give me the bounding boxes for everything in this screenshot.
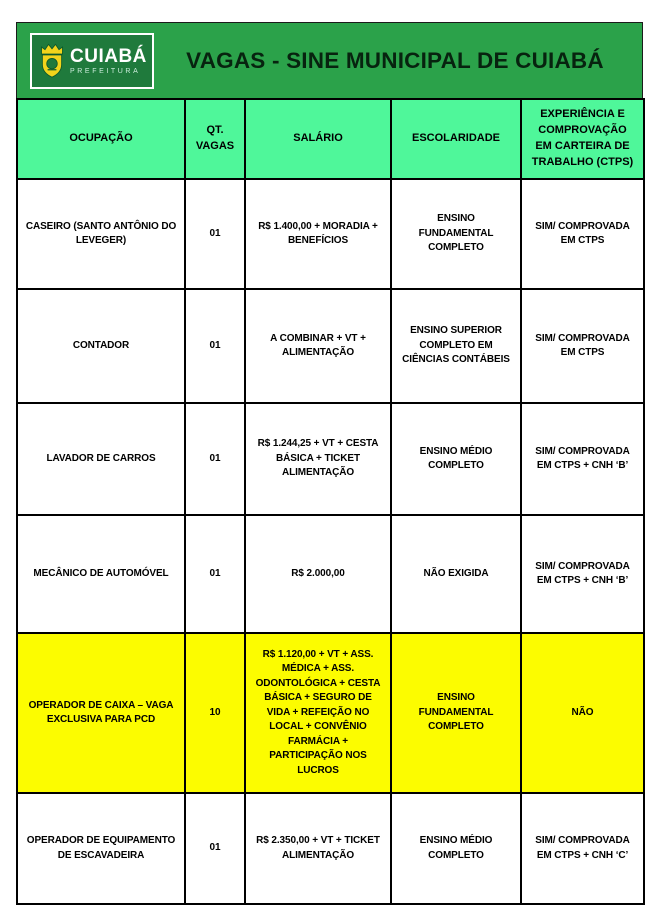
cell-escolaridade: ENSINO FUNDAMENTAL COMPLETO [391, 179, 521, 289]
column-header-qt-vagas: QT. VAGAS [185, 99, 245, 179]
column-header-experiencia: EXPERIÊNCIA E COMPROVAÇÃO EM CARTEIRA DE TRABALHO (CTPS) [521, 99, 644, 179]
cell-escolaridade: ENSINO FUNDAMENTAL COMPLETO [391, 633, 521, 793]
cell-ocupacao: OPERADOR DE CAIXA – VAGA EXCLUSIVA PARA PCD [17, 633, 185, 793]
cell-ocupacao: LAVADOR DE CARROS [17, 403, 185, 515]
cell-qt-vagas: 01 [185, 403, 245, 515]
header-banner [16, 22, 643, 98]
cell-qt-vagas: 01 [185, 289, 245, 403]
cell-experiencia: NÃO [521, 633, 644, 793]
cell-ocupacao: OPERADOR DE EQUIPAMENTO DE ESCAVADEIRA [17, 793, 185, 904]
cell-salario: R$ 1.120,00 + VT + ASS. MÉDICA + ASS. ODONTOLÓGICA + CESTA BÁSICA + SEGURO DE VIDA + REFEIÇÃO NO LOCAL + CONVÊNIO FARMÁCIA + PARTICIPAÇÃO NOS LUCROS [245, 633, 391, 793]
cell-escolaridade: ENSINO SUPERIOR COMPLETO EM CIÊNCIAS CONTÁBEIS [391, 289, 521, 403]
page-title: VAGAS - SINE MUNICIPAL DE CUIABÁ [186, 47, 604, 73]
cell-salario: R$ 1.400,00 + MORADIA + BENEFÍCIOS [245, 179, 391, 289]
table-row [17, 289, 644, 403]
cell-salario: R$ 1.244,25 + VT + CESTA BÁSICA + TICKET ALIMENTAÇÃO [245, 403, 391, 515]
cell-escolaridade: ENSINO MÉDIO COMPLETO [391, 403, 521, 515]
cell-qt-vagas: 01 [185, 793, 245, 904]
table-row [17, 793, 644, 904]
column-header-salario: SALÁRIO [245, 99, 391, 179]
cell-ocupacao: CONTADOR [17, 289, 185, 403]
cuiaba-crest-icon [38, 42, 66, 80]
cell-qt-vagas: 10 [185, 633, 245, 793]
cell-salario: R$ 2.350,00 + VT + TICKET ALIMENTAÇÃO [245, 793, 391, 904]
cell-ocupacao: MECÂNICO DE AUTOMÓVEL [17, 515, 185, 633]
cell-qt-vagas: 01 [185, 515, 245, 633]
cell-experiencia: SIM/ COMPROVADA EM CTPS + CNH ‘B’ [521, 403, 644, 515]
cell-salario: R$ 2.000,00 [245, 515, 391, 633]
cell-experiencia: SIM/ COMPROVADA EM CTPS [521, 179, 644, 289]
cell-experiencia: SIM/ COMPROVADA EM CTPS + CNH ‘B’ [521, 515, 644, 633]
table-row [17, 403, 644, 515]
prefeitura-logo [30, 33, 154, 89]
logo-subtitle: PREFEITURA [70, 67, 141, 75]
logo-name: CUIABÁ [70, 45, 147, 67]
cell-ocupacao: CASEIRO (SANTO ANTÔNIO DO LEVEGER) [17, 179, 185, 289]
table-row-highlighted [17, 633, 644, 793]
cell-experiencia: SIM/ COMPROVADA EM CTPS + CNH ‘C’ [521, 793, 644, 904]
table-row [17, 179, 644, 289]
table-header-row [17, 99, 644, 179]
content-area [16, 22, 643, 905]
vacancies-table [16, 98, 645, 905]
cell-experiencia: SIM/ COMPROVADA EM CTPS [521, 289, 644, 403]
logo-text [70, 47, 147, 75]
cell-escolaridade: ENSINO MÉDIO COMPLETO [391, 793, 521, 904]
cell-salario: A COMBINAR + VT + ALIMENTAÇÃO [245, 289, 391, 403]
column-header-escolaridade: ESCOLARIDADE [391, 99, 521, 179]
cell-escolaridade: NÃO EXIGIDA [391, 515, 521, 633]
cell-qt-vagas: 01 [185, 179, 245, 289]
table-row [17, 515, 644, 633]
column-header-ocupacao: OCUPAÇÃO [17, 99, 185, 179]
